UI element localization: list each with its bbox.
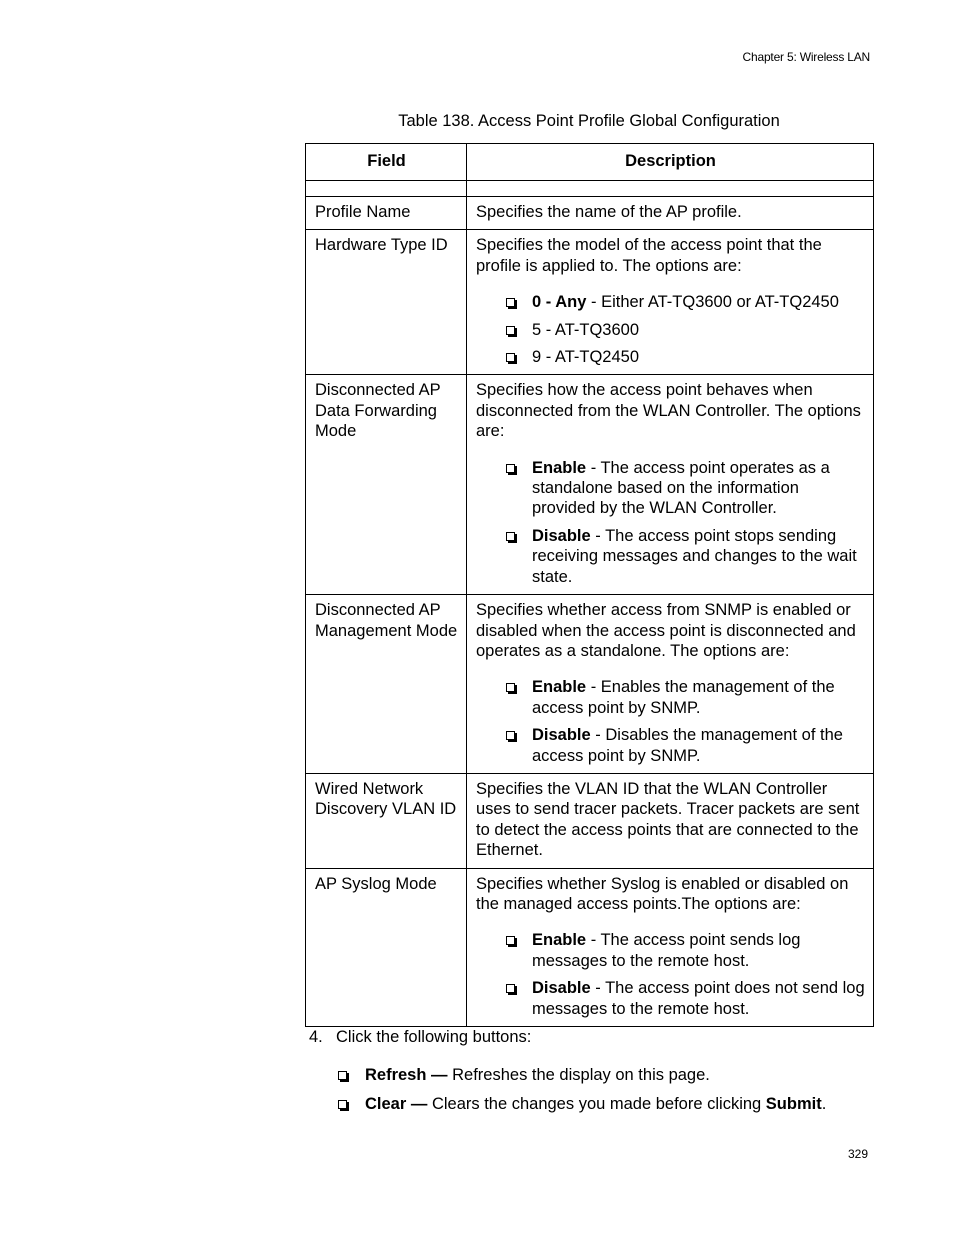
checkbox-bullet-icon: [506, 683, 515, 692]
step-number: 4.: [309, 1028, 323, 1046]
table-row: [306, 773, 874, 868]
checkbox-bullet-icon: [338, 1071, 347, 1080]
field-cell: Profile Name: [306, 197, 467, 230]
page-number: 329: [847, 1147, 868, 1161]
table-header-row: [306, 144, 874, 181]
option-list: [476, 930, 865, 1019]
button-list: [337, 1065, 826, 1123]
option-text: - The access point sends log messages to the remote host.: [532, 931, 801, 970]
option-item: [476, 320, 865, 340]
table-row: [306, 375, 874, 595]
table-body: [306, 197, 874, 1027]
checkbox-bullet-icon: [506, 326, 515, 335]
button-description: Clears the changes you made before clicking: [427, 1095, 766, 1113]
option-item: [476, 978, 865, 1019]
config-table: [305, 143, 874, 1027]
description-text: Specifies the model of the access point that the profile is applied to. The options are:: [476, 236, 822, 275]
step-text: Click the following buttons:: [336, 1028, 532, 1046]
table-row: [306, 230, 874, 375]
option-item: [476, 725, 865, 766]
option-name: Enable: [532, 678, 587, 697]
description-cell: [467, 868, 874, 1026]
field-cell: Wired Network Discovery VLAN ID: [306, 773, 467, 868]
option-name: Enable: [532, 458, 587, 477]
option-item: [476, 347, 865, 367]
checkbox-bullet-icon: [506, 298, 515, 307]
sentence-end: .: [821, 1095, 827, 1113]
option-list: [476, 292, 865, 367]
option-item: [476, 677, 865, 718]
table-row: [306, 595, 874, 774]
header-separator: [306, 181, 874, 197]
option-item: [476, 930, 865, 971]
description-cell: [467, 773, 874, 868]
checkbox-bullet-icon: [506, 984, 515, 993]
table-row: [306, 868, 874, 1026]
option-item: [476, 292, 865, 312]
description-text: Specifies how the access point behaves when disconnected from the WLAN Controller. The options are:: [476, 381, 861, 441]
checkbox-bullet-icon: [506, 936, 515, 945]
field-cell: Disconnected AP Data Forwarding Mode: [306, 375, 467, 595]
option-name: Disable: [532, 979, 591, 998]
button-description-item: [337, 1094, 826, 1114]
description-cell: [467, 230, 874, 375]
field-cell: Hardware Type ID: [306, 230, 467, 375]
option-text: - The access point does not send log messages to the remote host.: [532, 979, 865, 1018]
chapter-header: Chapter 5: Wireless LAN: [742, 50, 870, 64]
description-text: Specifies whether Syslog is enabled or disabled on the managed access points.The options are:: [476, 874, 849, 913]
option-text: - Enables the management of the access point by SNMP.: [532, 678, 835, 717]
description-text: Specifies whether access from SNMP is enabled or disabled when the access point is disconnected and operates as a standalone. The options are:: [476, 601, 856, 660]
checkbox-bullet-icon: [506, 464, 515, 473]
field-cell: Disconnected AP Management Mode: [306, 595, 467, 774]
table-caption: Table 138. Access Point Profile Global Configuration: [398, 112, 780, 130]
option-text: - The access point operates as a standalone based on the information provided by the WLAN Controller.: [532, 458, 830, 518]
step-4: [309, 1028, 531, 1047]
description-cell: [467, 375, 874, 595]
option-text: - Disables the management of the access point by SNMP.: [532, 726, 843, 765]
column-header-field: Field: [306, 144, 467, 181]
button-description-item: [337, 1065, 826, 1085]
option-name: Enable: [532, 931, 587, 950]
option-list: [476, 458, 865, 587]
checkbox-bullet-icon: [506, 353, 515, 362]
option-name: 0 - Any: [532, 293, 587, 312]
checkbox-bullet-icon: [338, 1100, 347, 1109]
button-name: Clear —: [365, 1095, 428, 1113]
button-reference: Submit: [765, 1095, 822, 1113]
option-text: - The access point stops sending receiving messages and changes to the wait state.: [532, 526, 857, 586]
option-text: 9 - AT-TQ2450: [532, 348, 639, 367]
option-name: Disable: [532, 526, 591, 545]
checkbox-bullet-icon: [506, 532, 515, 541]
field-cell: AP Syslog Mode: [306, 868, 467, 1026]
button-name: Refresh —: [365, 1066, 448, 1084]
description-text: Specifies the VLAN ID that the WLAN Controller uses to send tracer packets. Tracer packets are sent to detect the access points that are connected to the Ethernet.: [476, 779, 860, 860]
button-description: Refreshes the display on this page.: [447, 1066, 710, 1084]
description-cell: [467, 197, 874, 230]
description-cell: [467, 595, 874, 774]
column-header-description: Description: [467, 144, 874, 181]
option-text: 5 - AT-TQ3600: [532, 320, 639, 339]
option-item: [476, 458, 865, 519]
option-text: - Either AT-TQ3600 or AT-TQ2450: [586, 293, 839, 312]
table-row: [306, 197, 874, 230]
option-list: [476, 677, 865, 766]
option-name: Disable: [532, 726, 591, 745]
option-item: [476, 526, 865, 587]
description-text: Specifies the name of the AP profile.: [476, 203, 742, 221]
checkbox-bullet-icon: [506, 731, 515, 740]
